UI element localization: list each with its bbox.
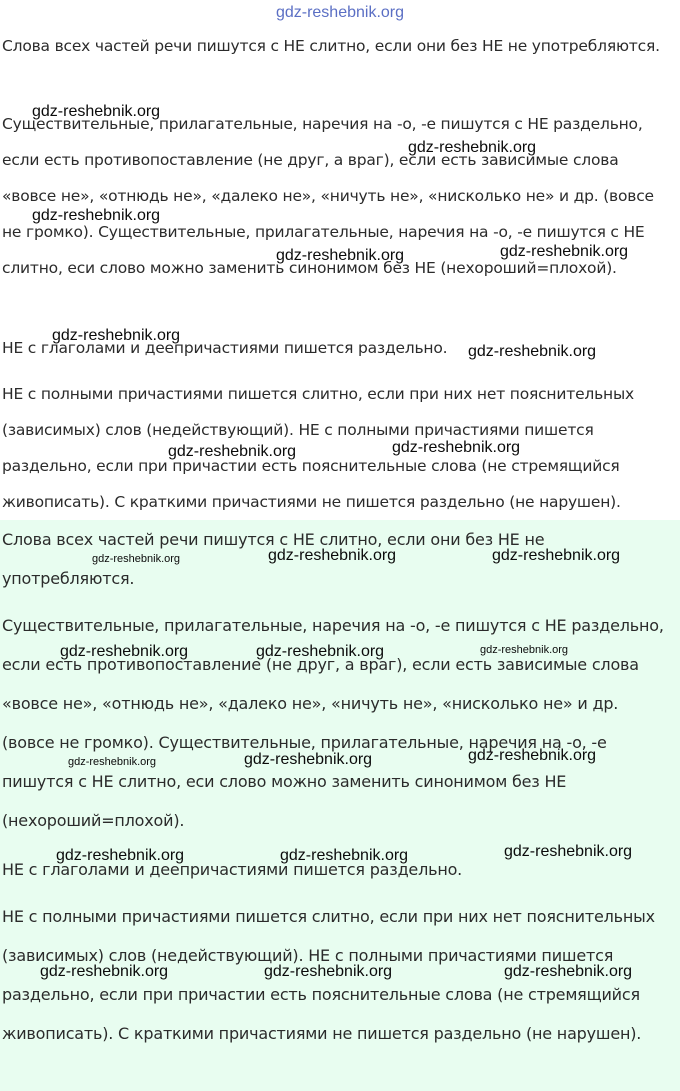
paragraph-2: Существительные, прилагательные, наречия на -о, -е пишутся с НЕ раздельно, если есть противопоставление (не друг, а враг), если есть зависимые слова «вовсе не», «отнюдь не», «далеко не», «ничуть не», «нисколько не» и др. (вовсе не громко). Существительные, прилагательные, наречия на -о, -е пишутся с НЕ слитно, еси слово можно заменить синонимом без НЕ (нехороший=плохой). — [2, 616, 664, 830]
watermark-text: gdz-reshebnik.org — [492, 547, 621, 564]
watermark-text: gdz-reshebnik.org — [468, 747, 597, 764]
watermark-text: gdz-reshebnik.org — [504, 963, 633, 980]
watermark-text: gdz-reshebnik.org — [256, 643, 385, 660]
watermark-text: gdz-reshebnik.org — [244, 751, 373, 768]
paragraph-3: НЕ с глаголами и деепричастиями пишется раздельно. — [2, 860, 463, 879]
watermark-text: gdz-reshebnik.org — [68, 756, 157, 768]
watermark-text: gdz-reshebnik.org — [264, 963, 393, 980]
watermark-text: gdz-reshebnik.org — [280, 847, 409, 864]
paragraph-2: Существительные, прилагательные, наречия на -о, -е пишутся с НЕ раздельно, если есть противопоставление (не друг, а враг), если есть зависимые слова «вовсе не», «отнюдь не», «далеко не», «ничуть не», «нисколько не» и др. (вовсе не громко). Существительные, прилагательные, наречия на -о, -е пишутся с НЕ слитно, еси слово можно заменить синонимом без НЕ (нехороший=плохой). — [2, 115, 654, 277]
answer-block-two — [0, 520, 680, 1091]
watermark-text: gdz-reshebnik.org — [56, 847, 185, 864]
watermark-text: gdz-reshebnik.org — [408, 139, 537, 156]
watermark-text: gdz-reshebnik.org — [392, 439, 521, 456]
watermark-text: gdz-reshebnik.org — [40, 963, 169, 980]
watermark-text: gdz-reshebnik.org — [480, 644, 569, 656]
site-header — [0, 0, 680, 26]
paragraph-3: НЕ с глаголами и деепричастиями пишется раздельно. — [2, 339, 448, 357]
watermark-text: gdz-reshebnik.org — [276, 247, 405, 264]
watermark-text: gdz-reshebnik.org — [32, 207, 161, 224]
watermark-text: gdz-reshebnik.org — [268, 547, 397, 564]
watermark-text: gdz-reshebnik.org — [168, 443, 297, 460]
watermark-text: gdz-reshebnik.org — [92, 553, 181, 565]
paragraph-4: НЕ с полными причастиями пишется слитно, если при них нет пояснительных (зависимых) слов (недействующий). НЕ с полными причастиями пишется раздельно, если при причастии есть пояснительные слова (не стремящийся живописать). С краткими причастиями не пишется раздельно (не нарушен). — [2, 907, 655, 1043]
watermark-text: gdz-reshebnik.org — [500, 243, 629, 260]
paragraph-1: Слова всех частей речи пишутся с НЕ слитно, если они без НЕ не употребляются. — [2, 37, 660, 55]
watermark-text: gdz-reshebnik.org — [32, 103, 161, 120]
watermark-text: gdz-reshebnik.org — [504, 843, 633, 860]
paragraph-4: НЕ с полными причастиями пишется слитно, если при них нет пояснительных (зависимых) слов (недействующий). НЕ с полными причастиями пишется раздельно, если при причастии есть пояснительные слова (не стремящийся живописать). С краткими причастиями не пишется раздельно (не нарушен). — [2, 385, 634, 511]
paragraph-1: Слова всех частей речи пишутся с НЕ слитно, если они без НЕ не употребляются. — [2, 530, 545, 588]
site-label: gdz-reshebnik.org — [275, 4, 405, 21]
answer-block-one — [0, 26, 680, 520]
watermark-text: gdz-reshebnik.org — [60, 643, 189, 660]
watermark-text: gdz-reshebnik.org — [468, 343, 597, 360]
watermark-text: gdz-reshebnik.org — [52, 327, 181, 344]
